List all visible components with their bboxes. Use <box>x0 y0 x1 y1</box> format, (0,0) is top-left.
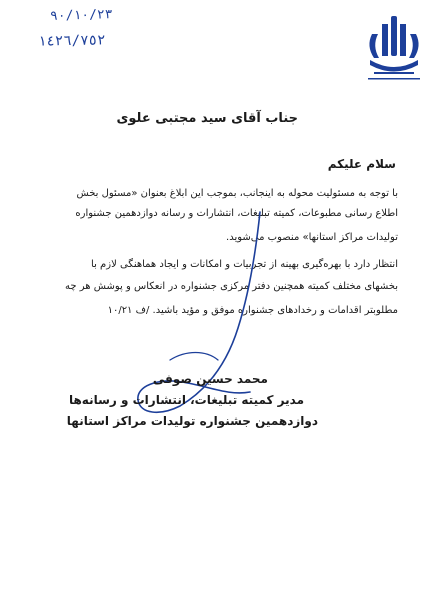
signer-title-line-1: مدیر کمیته تبلیغات، انتشارات و رسانه‌ها <box>68 393 304 407</box>
iribc-emblem-icon <box>362 12 426 84</box>
paragraph-2-line-2: بخشهای مختلف کمیته همچنین دفتر مرکزی جشنواره در انعکاس و پوشش هر چه <box>65 281 398 292</box>
handwritten-date: ٩٠/١٠/٢٣ <box>49 7 113 24</box>
signer-title-line-2: دوازدهمین جشنواره تولیدات مراکز استانها <box>66 414 318 428</box>
handwritten-signature <box>110 210 300 420</box>
paragraph-1-line-1: با توجه به مسئولیت محوله به اینجانب، بموجب این ابلاغ بعنوان «مسئول بخش <box>76 188 398 199</box>
paragraph-1-line-3: تولیدات مراکز استانها» منصوب می‌شوید. <box>226 232 398 243</box>
paragraph-2-line-3: مطلوبتر اقدامات و رخدادهای جشنواره موفق و مؤید باشید. /ف ۱۰/۲۱ <box>107 305 398 316</box>
signer-name: محمد حسین صوفی <box>152 372 268 386</box>
greeting: سلام علیکم <box>327 157 396 171</box>
paragraph-1-line-2: اطلاع رسانی مطبوعات، کمیته تبلیغات، انتشارات و رسانه دوازدهمین جشنواره <box>75 208 398 219</box>
recipient-line: جناب آقای سید مجتبی علوی <box>116 111 298 126</box>
paragraph-2-line-1: انتظار دارد با بهره‌گیری بهینه از تجربیات و امکانات و ایجاد هماهنگی لازم با <box>91 259 398 270</box>
handwritten-reference-number: ١٤٢٦/٧٥٢ <box>37 32 106 50</box>
